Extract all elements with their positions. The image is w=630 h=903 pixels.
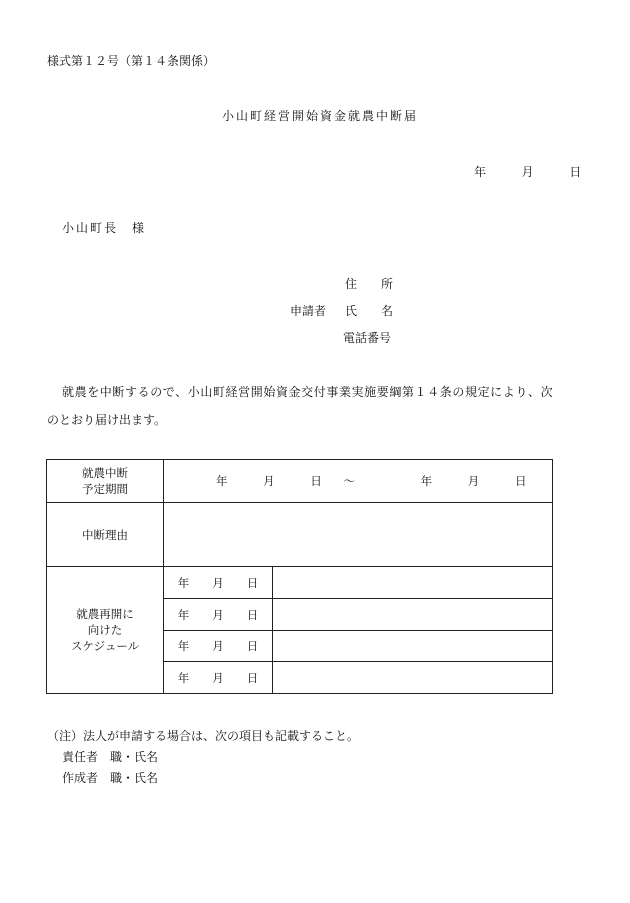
schedule-label-cell bbox=[47, 567, 164, 694]
applicant-label: 申請者 bbox=[290, 304, 327, 318]
schedule-content-cell[interactable] bbox=[273, 662, 553, 694]
schedule-label-line-2: 向けた bbox=[87, 623, 123, 637]
period-start-month: 月 bbox=[263, 474, 276, 488]
period-start-year: 年 bbox=[216, 474, 229, 488]
period-label-line-1: 就農中断 bbox=[82, 466, 128, 480]
schedule-date-cell[interactable]: 年 月 日 bbox=[164, 631, 273, 662]
date-day-label: 日 bbox=[569, 165, 582, 179]
period-input-cell[interactable] bbox=[164, 460, 553, 503]
submission-date bbox=[474, 163, 581, 180]
schedule-content-cell[interactable] bbox=[273, 567, 553, 599]
date-month-label: 月 bbox=[521, 165, 534, 179]
schedule-date-cell[interactable]: 年 月 日 bbox=[164, 567, 273, 599]
form-number: 様式第１２号（第１４条関係） bbox=[47, 54, 216, 68]
document-title: 小山町経営開始資金就農中断届 bbox=[222, 109, 419, 123]
reason-row bbox=[47, 503, 553, 567]
name-label: 氏 名 bbox=[345, 304, 394, 318]
address-label: 住 所 bbox=[345, 277, 394, 291]
schedule-date-cell[interactable]: 年 月 日 bbox=[164, 662, 273, 694]
note-line-2: 責任者 職・氏名 bbox=[62, 750, 159, 764]
note-line-1: （注）法人が申請する場合は、次の項目も記載すること。 bbox=[47, 729, 360, 743]
period-start-day: 日 bbox=[310, 474, 323, 488]
period-end-year: 年 bbox=[420, 474, 434, 488]
body-text-line-2: のとおり届け出ます。 bbox=[47, 413, 167, 427]
schedule-label-line-1: 就農再開に bbox=[76, 607, 134, 621]
date-year-label: 年 bbox=[474, 165, 487, 179]
schedule-date-cell[interactable]: 年 月 日 bbox=[164, 599, 273, 631]
period-label-line-2: 予定期間 bbox=[82, 482, 128, 496]
period-tilde: 〜 bbox=[343, 474, 356, 488]
note-line-3: 作成者 職・氏名 bbox=[62, 771, 159, 785]
period-end-month: 月 bbox=[467, 474, 481, 488]
reason-label: 中断理由 bbox=[47, 503, 164, 567]
schedule-content-cell[interactable] bbox=[273, 599, 553, 631]
schedule-label-line-3: スケジュール bbox=[70, 639, 140, 653]
interruption-table bbox=[46, 459, 553, 694]
phone-label: 電話番号 bbox=[343, 331, 392, 345]
period-row bbox=[47, 460, 553, 503]
schedule-content-cell[interactable] bbox=[273, 631, 553, 662]
addressee: 小山町長 様 bbox=[62, 221, 147, 235]
schedule-row bbox=[47, 567, 553, 599]
period-label-cell bbox=[47, 460, 164, 503]
period-end-day: 日 bbox=[514, 474, 528, 488]
body-text-line-1: 就農を中断するので、小山町経営開始資金交付事業実施要綱第１４条の規定により、次 bbox=[62, 385, 554, 399]
reason-input-cell[interactable] bbox=[164, 503, 553, 567]
